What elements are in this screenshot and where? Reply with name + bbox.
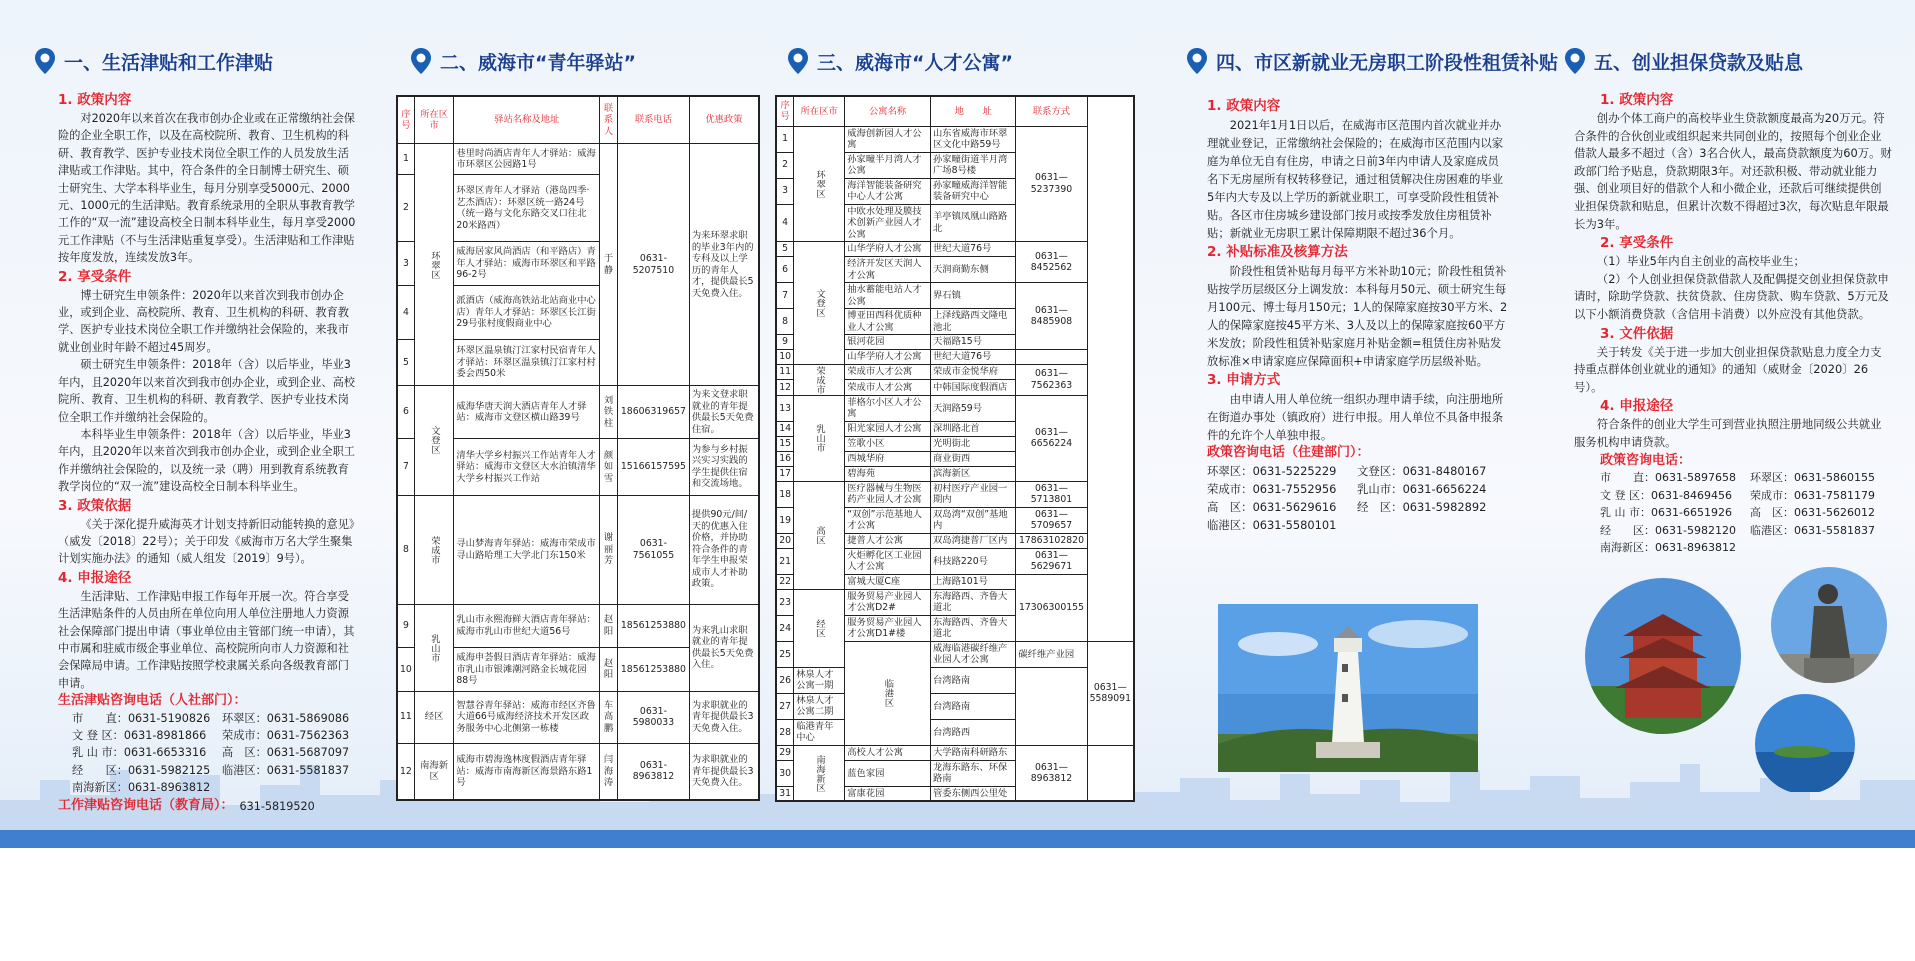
section4-body bbox=[1207, 96, 1509, 534]
section2-heading: 二、威海市“青年驿站” bbox=[440, 51, 636, 74]
table-row: 10 山华学府人才公寓 世纪大道76号 bbox=[776, 350, 1134, 365]
table-row: 26 林泉人才公寓一期 台湾路南 bbox=[776, 667, 1134, 693]
phone-row: 南海新区：0631-8963812 bbox=[1600, 541, 1736, 555]
s1-p5: 《关于深化提升威海英才计划支持新旧动能转换的意见》（威发〔2018〕22号）；关于印发《威海市万名大学生聚集计划实施办法》的通知（威人组发〔2019〕9号）。 bbox=[58, 517, 355, 566]
s1-h4: 4. 申报途径 bbox=[58, 569, 132, 586]
phone-row: 环翠区：0631-5225229 文登区：0631-8480167 bbox=[1207, 464, 1487, 478]
phone-row: 经 区：0631-5982125 临港区：0631-5581837 bbox=[72, 763, 350, 777]
table-row: 11 经区 智慧谷青年驿站：威海市经区齐鲁大道66号威海经济技术开发区政务服务中心北侧第一栋楼 车高鹏 0631-5980033 为求职就业的青年提供最长3天免费入住。 bbox=[397, 691, 759, 743]
table-row: 24 服务贸易产业园人才公寓D1#楼 东海路西、齐鲁大道北 bbox=[776, 615, 1134, 641]
table-row: 9 乳山市 乳山市永熙海鲜大酒店青年驿站：威海市乳山市世纪大道56号 赵阳 18561253880 为来乳山求职就业的青年提供最长5天免费入住。 bbox=[397, 604, 759, 648]
contact-cell bbox=[1016, 350, 1087, 365]
s4-phone-list bbox=[1207, 462, 1509, 534]
table-row: 25 临港区 威海临港碳纤维产业园人才公寓 碳纤维产业园 0631—5589091 bbox=[776, 641, 1134, 667]
s4-p2: 阶段性租赁补贴每月每平方米补助10元；阶段性租赁补贴按学历层级区分上调发放：本科每月50元、硕士研究生每月100元、博士每月150元；1人的保障家庭按30平方米、2人的保障家庭按45平方米、3人及以上的保障家庭按60平方米发放；阶段性租赁补贴家庭月补贴金额=租赁住房补贴发放标准×申请家庭应保障面积+申请家庭学历层级补贴。 bbox=[1207, 264, 1508, 368]
s5-h1: 1. 政策内容 bbox=[1600, 92, 1674, 108]
contact-cell: 0631—7562363 bbox=[1016, 365, 1087, 396]
section1-body bbox=[58, 90, 360, 817]
table-row: 7 抽水蓄能电站人才公寓 界石镇 0631—8485908 bbox=[776, 283, 1134, 309]
s4-p3: 由申请人用人单位统一组织办理申请手续，向注册地所在街道办事处（镇政府）进行申报。用人单位不具备申报条件的允许个人单独申报。 bbox=[1207, 392, 1504, 442]
s1-p6: 生活津贴、工作津贴申报工作每年开展一次。符合享受生活津贴条件的人员由所在单位向用人单位注册地人力资源社会保障部门提出申请（事业单位由主管部门统一申请），其中市属和驻威市级企事业单位、高校院所向市人力资源和社会保障局申请。工作津贴按照学校隶属关系向各级教育部门申请。 bbox=[58, 589, 355, 690]
phone-row: 乳 山 市：0631-6651926 高 区：0631-5626012 bbox=[1600, 506, 1875, 520]
phone-row: 荣成市：0631-7552956 乳山市：0631-6656224 bbox=[1207, 482, 1487, 496]
s1-hotline2: 工作津贴咨询电话（教育局）： 631-5819520 bbox=[58, 797, 315, 813]
phone-row: 文 登 区：0631-8981866 荣成市：0631-7562363 bbox=[72, 729, 350, 742]
table-row: 27 林泉人才公寓二期 台湾路南 bbox=[776, 693, 1134, 719]
contact-cell: 0631—5709657 bbox=[1016, 507, 1087, 533]
island-photo bbox=[1752, 692, 1858, 792]
s5-p4: 符合条件的创业大学生可到营业执照注册地同级公共就业服务机构申请贷款。 bbox=[1574, 417, 1882, 449]
s4-h1: 1. 政策内容 bbox=[1207, 98, 1281, 114]
contact-cell: 0631—5237390 bbox=[1016, 126, 1087, 242]
table-row: 9 银河花园 天福路15号 bbox=[776, 335, 1134, 350]
district-cell: 南海新区 bbox=[794, 745, 845, 801]
location-pin-icon bbox=[787, 47, 809, 75]
statue-photo bbox=[1770, 566, 1888, 684]
s4-h2: 2. 补贴标准及核算方法 bbox=[1207, 244, 1348, 260]
table-row: 1 环翠区 威海创新园人才公寓 山东省威海市环翠区文化中路59号 0631—5237390 bbox=[776, 126, 1134, 152]
section1-heading: 一、生活津贴和工作津贴 bbox=[64, 51, 274, 74]
location-pin-icon bbox=[410, 47, 432, 75]
table-row: 6 文登区 威海华唐天润大酒店青年人才驿站：威海市文登区横山路39号 刘铁柱 18606319657 为来文登求职就业的青年提供最长5天免费住宿。 bbox=[397, 385, 759, 438]
s1-p1: 对2020年以来首次在我市创办企业或在正常缴纳社会保险的企业全职工作，以及在高校院所、教育、卫生机构的科研、教育教学、医护专业技术岗位全职工作的人员发放生活津贴或工作津贴。其中，符合条件的全日制博士研究生、硕士研究生、大学本科毕业生，每月分别享受5000元、2000元、1000元的生活津贴。教育系统录用的全职从事教育教学工作的“双一流”建设高校全日制本科毕业生，每月享受2000元工作津贴（不与生活津贴重复享受）。生活津贴和工作津贴按年度发放，连续发放3年。 bbox=[58, 112, 356, 265]
district-cell: 高区 bbox=[794, 481, 845, 589]
table-row: 31 富康花园 管委东侧西公里处 bbox=[776, 786, 1134, 801]
talent-apartment-rows bbox=[776, 126, 1134, 801]
s5-h2: 2. 享受条件 bbox=[1600, 235, 1674, 252]
phone-row: 南海新区：0631-8963812 bbox=[72, 781, 211, 795]
bottom-band bbox=[0, 830, 1915, 848]
s5-p2b: （2）个人创业担保贷款借款人及配偶提交创业担保贷款申请时，除助学贷款、扶贫贷款、住房贷款、购车贷款、5万元及以下小额消费贷款（含信用卡消费）以外应没有其他贷款。 bbox=[1574, 271, 1889, 321]
district-cell: 荣成市 bbox=[794, 365, 845, 396]
section1-title bbox=[34, 46, 273, 76]
s1-h1: 1. 政策内容 bbox=[58, 92, 132, 108]
table-row: 16 西城华府 商业街西 bbox=[776, 451, 1134, 466]
table-row: 4 派酒店（威海高铁站北站商业中心店）青年人才驿站：环翠区长江街29号张村度假商业中心 bbox=[397, 285, 759, 339]
section3-heading: 三、威海市“人才公寓” bbox=[817, 51, 1013, 74]
phone-row: 市 直：0631-5190826 环翠区：0631-5869086 bbox=[72, 711, 350, 725]
table-row: 2 环翠区青年人才驿站（港岛四季·艺杰酒店）：环翠区统一路24号（统一路与文化东路交叉口往北20米路西） bbox=[397, 174, 759, 241]
table-row: 29 南海新区 高校人才公寓 大学路南科研路东 0631—8963812 bbox=[776, 745, 1134, 760]
table-row: 12 南海新区 威海市碧海逸林度假酒店青年驿站：威海市南海新区海景路东路1号 闫海涛 0631-8963812 为求职就业的青年提供最长3天免费入住。 bbox=[397, 743, 759, 800]
section5-title bbox=[1564, 46, 1803, 76]
s4-p1: 2021年1月1日以后，在威海市区范围内首次就业并办理就业登记，正常缴纳社会保险的；在威海市区范围内以家庭为单位无自有住房，申请之日前3年内申请人及家庭成员名下无房屋所有权转移登记，通过租赁解决住房困难的毕业5年内大专及以上学历的新就业职工，可享受阶段性租赁补贴。各区市住房城乡建设部门按月或按季发放住房租赁补贴；新就业无房职工累计保障期限不超过36个月。 bbox=[1207, 118, 1504, 240]
contact-cell: 0631—8963812 bbox=[1016, 745, 1087, 801]
contact-cell: 0631—5589091 bbox=[1087, 641, 1134, 745]
table-row: 1 环翠区 巷里时尚酒店青年人才驿站：威海市环翠区公园路1号 于静 0631-5207510 为来环翠求职的毕业3年内的专科及以上学历的青年人才，提供最长5天免费入住。 bbox=[397, 144, 759, 174]
table-row: 5 文登区 山华学府人才公寓 世纪大道76号 0631—8452562 bbox=[776, 242, 1134, 257]
table-row: 8 博亚田西科优质种业人才公寓 上泽线路西文隆电池北 bbox=[776, 309, 1134, 335]
table-row: 15 笠歌小区 光明街北 bbox=[776, 436, 1134, 451]
table-row: 10 威海申荟假日酒店青年驿站：威海市乳山市银滩潮河路金长城花园88号 赵阳 18561253880 bbox=[397, 648, 759, 692]
table-row: 3 海洋智能装备研究中心人才公寓 孙家疃威海洋智能装备研究中心 bbox=[776, 178, 1134, 204]
table-row: 8 荣成市 寻山梦海青年驿站：威海市荣成市寻山路哈理工大学北门东150米 谢丽芳 0631-7561055 提供90元/间/天的优惠入住价格，并协助符合条件的青年学生申报荣成市人才补助政策。 bbox=[397, 495, 759, 604]
table-row: 17 碧海苑 滨海新区 bbox=[776, 466, 1134, 481]
s5-p1: 创办个体工商户的高校毕业生贷款额度最高为20万元。符合条件的合伙创业或组织起来共同创业的，按照每个创业企业借款人最多不超过（含）3名合伙人，最高贷款额度为60万。财政部门给予贴息，贷款期限3年。对还款积极、带动就业能力强、创业项目好的借款个人和小微企业，还款后可继续提供创业担保贷款和贴息，但累计次数不得超过3次，每次贴息年限最长为3年。 bbox=[1574, 111, 1892, 231]
location-pin-icon bbox=[1564, 47, 1586, 75]
table-row: 11 荣成市 荣成市人才公寓 荣成市金悦华府 0631—7562363 bbox=[776, 365, 1134, 380]
table-row: 19 “双创”示范基地人才公寓 双岛湾“双创”基地内 0631—5709657 bbox=[776, 507, 1134, 533]
table-row: 21 火炬孵化区工业园人才公寓 科技路220号 0631—5629671 bbox=[776, 548, 1134, 574]
table-row: 20 捷普人才公寓 双岛湾捷普厂区内 17863102820 bbox=[776, 533, 1134, 548]
table-row: 5 环翠区温泉镇汀江家村民宿青年人才驿站：环翠区温泉镇汀江家村村委会西50米 bbox=[397, 340, 759, 386]
s1-p4: 本科毕业生申领条件：2018年（含）以后毕业，毕业3年内，且2020年以来首次到我市创办企业，或到企业全职工作并缴纳社会保险的，以及统一录（聘）用到教育系统教育教学岗位的“双一流”建设高校全日制本科毕业生。 bbox=[58, 427, 355, 494]
s4-hotline-title: 政策咨询电话（住建部门）： bbox=[1207, 445, 1370, 460]
location-pin-icon bbox=[34, 47, 56, 75]
phone-row: 乳 山 市：0631-6653316 高 区：0631-5687097 bbox=[72, 746, 350, 760]
district-cell: 乳山市 bbox=[794, 395, 845, 481]
contact-cell: 0631—5629671 bbox=[1016, 548, 1087, 574]
s5-hotline-title: 政策咨询电话： bbox=[1600, 452, 1692, 468]
contact-cell: 17863102820 bbox=[1016, 533, 1087, 548]
table-row: 4 中欧水处理及膜技术创新产业园人才公寓 羊亭镇凤凰山路路北 bbox=[776, 204, 1134, 242]
contact-cell: 0631—5713801 bbox=[1016, 481, 1087, 507]
phone-row: 临港区：0631-5580101 bbox=[1207, 518, 1337, 532]
section5-heading: 五、创业担保贷款及贴息 bbox=[1594, 51, 1804, 74]
s5-p3: 关于转发《关于进一步加大创业担保贷款贴息力度全力支持重点群体创业就业的通知》的通知（威财金〔2020〕26号）。 bbox=[1574, 344, 1882, 394]
pavilion-photo bbox=[1583, 576, 1743, 736]
district-cell: 临港区 bbox=[845, 641, 931, 745]
contact-cell: 0631—6656224 bbox=[1016, 395, 1087, 481]
s1-h2: 2. 享受条件 bbox=[58, 268, 132, 285]
table-row: 3 威海居家风尚酒店（和平路店）青年人才驿站：威海市环翠区和平路96-2号 bbox=[397, 242, 759, 286]
table-row: 23 经区 服务贸易产业园人才公寓D2# 东海路西、齐鲁大道北 bbox=[776, 589, 1134, 615]
table-header: 序号 所在区市 公寓名称 地 址 联系方式 bbox=[776, 96, 1134, 126]
table-row: 7 清华大学乡村振兴工作站青年人才驿站：威海市文登区大水泊镇清华大学乡村振兴工作站 颜如雪 15166157595 为参与乡村振兴实习实践的学生提供住宿和交流场地。 bbox=[397, 439, 759, 496]
table-row: 28 临港青年中心 台湾路西 bbox=[776, 719, 1134, 745]
table-header: 序号 所在区市 驿站名称及地址 联系人 联系电话 优惠政策 bbox=[397, 96, 759, 144]
s1-phone-list bbox=[58, 710, 360, 797]
section3-title bbox=[787, 46, 1013, 76]
table-row: 30 蓝色家园 龙海东路东、环保路南 bbox=[776, 760, 1134, 786]
lighthouse-photo bbox=[1218, 604, 1478, 772]
s4-h3: 3. 申请方式 bbox=[1207, 372, 1281, 388]
s1-p2: 博士研究生申领条件：2020年以来首次到我市创办企业，或到企业、高校院所、教育、卫生机构的科研、教育教学、医护专业技术岗位全职工作并缴纳社会保险的，来我市就业创业时年龄不超过45周岁。 bbox=[58, 288, 349, 354]
section5-body bbox=[1574, 90, 1892, 557]
contact-cell: 17306300155 bbox=[1016, 574, 1087, 641]
s5-phone-list bbox=[1574, 469, 1892, 557]
phone-row: 经 区：0631-5982120 临港区：0631-5581837 bbox=[1600, 523, 1875, 537]
table-row: 18 高区 医疗器械与生物医药产业园人才公寓 初村医疗产业园一期内 0631—5713801 bbox=[776, 481, 1134, 507]
s5-h4: 4. 申报途径 bbox=[1600, 398, 1674, 415]
table-row: 2 孙家疃半月湾人才公寓 孙家疃街道半月湾广场8号楼 bbox=[776, 152, 1134, 178]
table-row: 22 富城大厦C座 上海路101号 17306300155 bbox=[776, 574, 1134, 589]
table-row: 14 阳光家园人才公寓 深圳路北首 bbox=[776, 421, 1134, 436]
district-cell: 环翠区 bbox=[794, 126, 845, 242]
section4-title bbox=[1186, 46, 1558, 76]
table-row: 6 经济开发区天润人才公寓 天润商勤东侧 bbox=[776, 257, 1134, 283]
s5-p2a: （1）毕业5年内自主创业的高校毕业生； bbox=[1596, 254, 1805, 269]
talent-apartment-table bbox=[775, 95, 1135, 802]
district-cell: 经区 bbox=[794, 589, 845, 667]
s1-h3: 3. 政策依据 bbox=[58, 497, 132, 514]
table-row: 12 荣成市人才公寓 中韩国际度假酒店 bbox=[776, 380, 1134, 395]
phone-row: 文 登 区：0631-8469456 荣成市：0631-7581179 bbox=[1600, 488, 1875, 502]
section4-heading: 四、市区新就业无房职工阶段性租赁补贴 bbox=[1216, 51, 1559, 74]
contact-cell: 0631—8485908 bbox=[1016, 283, 1087, 350]
phone-row: 市 直：0631-5897658 环翠区：0631-5860155 bbox=[1600, 471, 1875, 485]
s1-hotline-title: 生活津贴咨询电话（人社部门）： bbox=[58, 693, 247, 709]
s5-h3: 3. 文件依据 bbox=[1600, 325, 1674, 342]
section2-title bbox=[410, 46, 636, 76]
s1-p3: 硕士研究生申领条件：2018年（含）以后毕业，毕业3年内，且2020年以来首次到我市创办企业，或到企业、高校院所、教育、卫生机构的科研、教育教学、医护专业技术岗位全职工作并缴纳社会保险的。 bbox=[58, 358, 355, 424]
district-cell: 文登区 bbox=[794, 242, 845, 365]
phone-row: 高 区：0631-5629616 经 区：0631-5982892 bbox=[1207, 500, 1487, 514]
location-pin-icon bbox=[1186, 47, 1208, 75]
table-row: 13 乳山市 菲格尔小区人才公寓 天润路59号 0631—6656224 bbox=[776, 395, 1134, 421]
contact-cell: 0631—8452562 bbox=[1016, 242, 1087, 283]
youth-station-table bbox=[396, 95, 760, 801]
